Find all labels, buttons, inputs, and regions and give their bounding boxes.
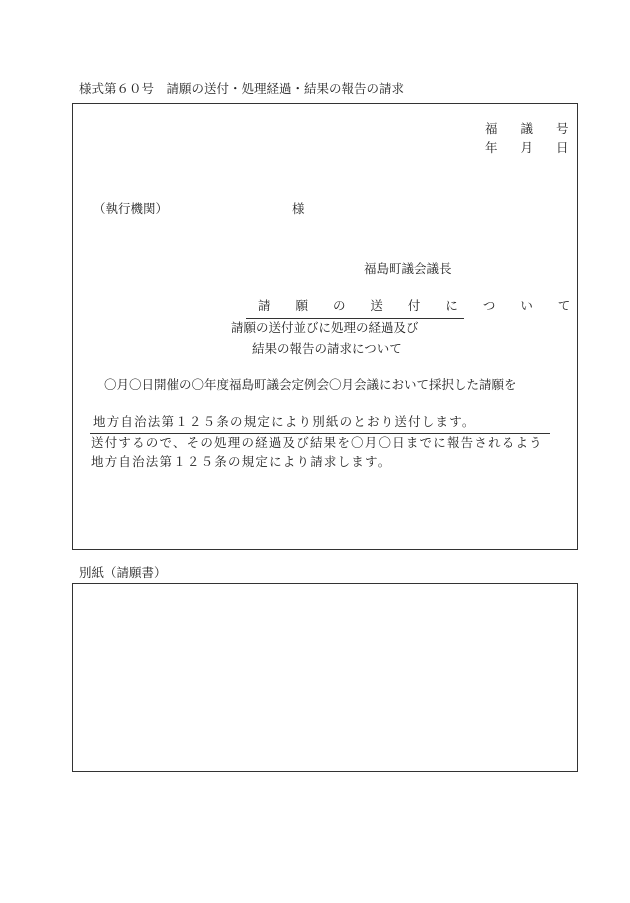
subject-line-2: 結果の報告の請求について <box>252 341 402 356</box>
form-title: 様式第６０号 請願の送付・処理経過・結果の報告の請求 <box>79 81 405 96</box>
recipient-organization: （執行機関） <box>93 201 169 216</box>
sender-name: 福島町議会議長 <box>364 261 452 276</box>
body-line-2: 送付するので、その処理の経過及び結果を〇月〇日までに報告されるよう <box>91 435 543 450</box>
subject-strike-line <box>246 318 464 319</box>
body-strike-line <box>90 433 550 434</box>
subject-struck-text: 請 願 の 送 付 に つ い て <box>258 298 581 313</box>
reference-number: 福 議 号 <box>485 121 578 136</box>
body-line-1: 〇月〇日開催の〇年度福島町議会定例会〇月会議において採択した請願を <box>104 377 517 392</box>
body-line-3: 地方自治法第１２５条の規定により請求します。 <box>91 454 392 469</box>
recipient-honorific: 様 <box>292 201 305 216</box>
attachment-label: 別紙（請願書） <box>79 565 167 580</box>
subject-line-1: 請願の送付並びに処理の経過及び <box>231 320 419 335</box>
body-struck-text: 地方自治法第１２５条の規定により別紙のとおり送付します。 <box>93 414 476 429</box>
attachment-frame <box>72 583 578 772</box>
date-line: 年 月 日 <box>485 140 578 155</box>
